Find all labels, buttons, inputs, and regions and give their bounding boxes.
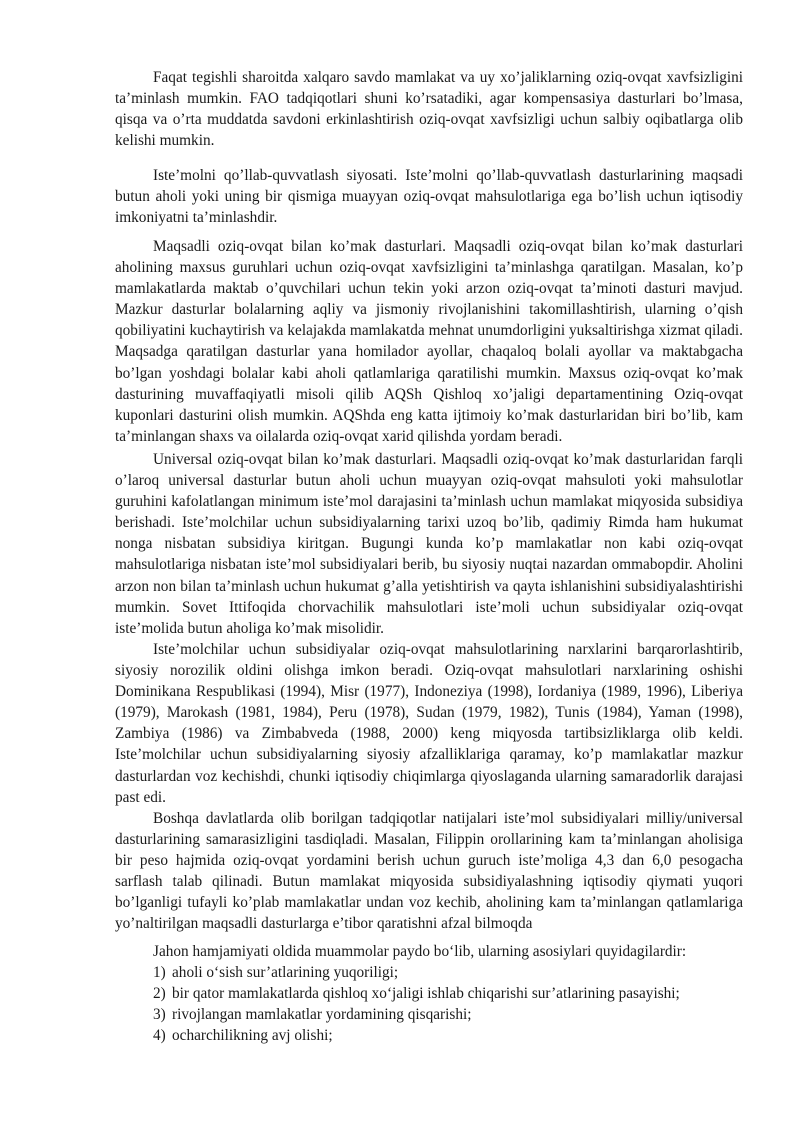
list-intro: Jahon hamjamiyati oldida muammolar paydo bo‘lib, ularning asosiylari quyidagilardir:: [153, 943, 687, 960]
paragraph-consumer-subsidies: Iste’molchilar uchun subsidiyalar oziq-ovqat mahsulotlarining narxlarini barqarorlashtirib, siyosiy norozilik oldini olishga imkon beradi. Oziq-ovqat mahsulotlari narxlarining oshishi Dominikana Respublikasi (1994), Misr (1977), Indoneziya (1998), Iordaniya (1989, 1996), Liberiya (1979), Marokash (1981, 1984), Peru (1978), Sudan (1979, 1982), Tunis (1984), Yaman (1998), Zambiya (1986) va Zimbabveda (1988, 2000) keng miqyosda tartibsizliklarga olib keldi. Iste’molchilar uchun subsidiyalarning siyosiy afzalliklariga qaramay, ko’p mamlakatlar mazkur dasturlardan voz kechishdi, chunki iqtisodiy chiqimlarga qiyoslaganda ularning samaradorlik darajasi past edi.: [115, 641, 743, 806]
list-item-text: aholi o‘sish sur’atlarining yuqoriligi;: [172, 964, 399, 982]
list-item-number: 2): [153, 985, 166, 1003]
problems-list: [153, 941, 753, 1046]
list-item: [153, 962, 753, 983]
list-item: [153, 1004, 753, 1025]
paragraph-subsidy-inefficiency: Boshqa davlatlarda olib borilgan tadqiqotlar natijalari iste’mol subsidiyalari milliy/universal dasturlarining samarasizligini tasdiqladi. Masalan, Filippin orollarining kam ta’minlangan aholisiga bir peso hajmida oziq-ovqat yordamini berish uchun guruch iste’moliga 4,3 dan 6,0 pesogacha sarflash talab qilinadi. Butun mamlakat miqyosida subsidiyalashning iqtisodiy qiymati yuqori bo’lganligi tufayli ko’plab mamlakatlar undan voz kechib, aholining kam ta’minlangan qatlamlariga yo’naltirilgan maqsadli dasturlarga e’tibor qaratishni afzal bilmoqda: [115, 810, 743, 933]
paragraph-universal-food-aid: Universal oziq-ovqat bilan ko’mak dasturlari. Maqsadli oziq-ovqat ko’mak dasturlaridan farqli o’laroq universal dasturlar butun aholi uchun muayyan oziq-ovqat mahsuloti yoki mahsulotlar guruhini kafolatlangan minimum iste’mol darajasini ta’minlash uchun mamlakat miqyosida subsidiya berishadi. Iste’molchilar uchun subsidiyalarning tarixi uzoq bo’lib, qadimiy Rimda ham hukumat nonga nisbatan subsidiya kiritgan. Bugungi kunda ko’p mamlakatlar non kabi oziq-ovqat mahsulotlariga nisbatan iste’mol subsidiyalari berib, bu siyosiy nuqtai nazardan ommabopdir. Aholini arzon non bilan ta’minlash uchun hukumat g’alla yetishtirish va qayta ishlanishini subsidiyalashtirishi mumkin. Sovet Ittifoqida chorvachilik mahsulotlari iste’moli uchun subsidiyalar oziq-ovqat iste’molida butun aholiga ko’mak misolidir.: [115, 451, 743, 637]
list-item-number: 1): [153, 964, 166, 982]
paragraph-targeted-food-aid: Maqsadli oziq-ovqat bilan ko’mak dasturlari. Maqsadli oziq-ovqat bilan ko’mak dasturlari aholining maxsus guruhlari uchun oziq-ovqat xavfsizligini ta’minlashga qaratilgan. Masalan, ko’p mamlakatlarda maktab o’quvchilari uchun tekin yoki arzon oziq-ovqat ta’minoti dasturi mavjud. Mazkur dasturlar bolalarning aqliy va jismoniy rivojlanishini takomillashtirish, ularning o’qish qobiliyatini kuchaytirish va kelajakda mamlakatda mehnat unumdorligini yuksaltirishga xizmat qiladi. Maqsadga qaratilgan dasturlar yana homilador ayollar, chaqaloq bolali ayollar va maktabgacha bo’lgan yoshdagi bolalar kabi aholi qatlamlariga qaratilishi mumkin. Maxsus oziq-ovqat ko’mak dasturining muvaffaqiyatli misoli qilib AQSh Qishloq xo’jaligi departamentining Oziq-ovqat kuponlari dasturini olish mumkin. AQShda eng katta ijtimoiy ko’mak dasturlaridan biri bo’lib, kam ta’minlangan shaxs va oilalarda oziq-ovqat xarid qilishda yordam beradi.: [115, 238, 743, 445]
list-item-number: 4): [153, 1027, 166, 1045]
list-item: [153, 983, 753, 1004]
list-item-text: ocharchilikning avj olishi;: [172, 1027, 333, 1045]
list-item-number: 3): [153, 1006, 166, 1024]
list-item: [153, 1025, 753, 1046]
paragraph-consumption-support-policy: Iste’molni qo’llab-quvvatlash siyosati. Iste’molni qo’llab-quvvatlash dasturlarining maqsadi butun aholi yoki uning bir qismiga muayyan oziq-ovqat mahsulotlariga ega bo’lish uchun iqtisodiy imkoniyatni ta’minlashdir.: [115, 167, 743, 227]
list-item-text: rivojlangan mamlakatlar yordamining qisqarishi;: [172, 1006, 472, 1024]
list-item-text: bir qator mamlakatlarda qishloq xo‘jaligi ishlab chiqarishi sur’atlarining pasayishi;: [172, 985, 680, 1003]
paragraph-trade-food-security: Faqat tegishli sharoitda xalqaro savdo mamlakat va uy xo’jaliklarning oziq-ovqat xavfsizligini ta’minlash mumkin. FAO tadqiqotlari shuni ko’rsatadiki, agar kompensasiya dasturlari bo’lmasa, qisqa va o’rta muddatda savdoni erkinlashtirish oziq-ovqat xavfsizligi uchun salbiy oqibatlarga olib kelishi mumkin.: [115, 69, 743, 150]
